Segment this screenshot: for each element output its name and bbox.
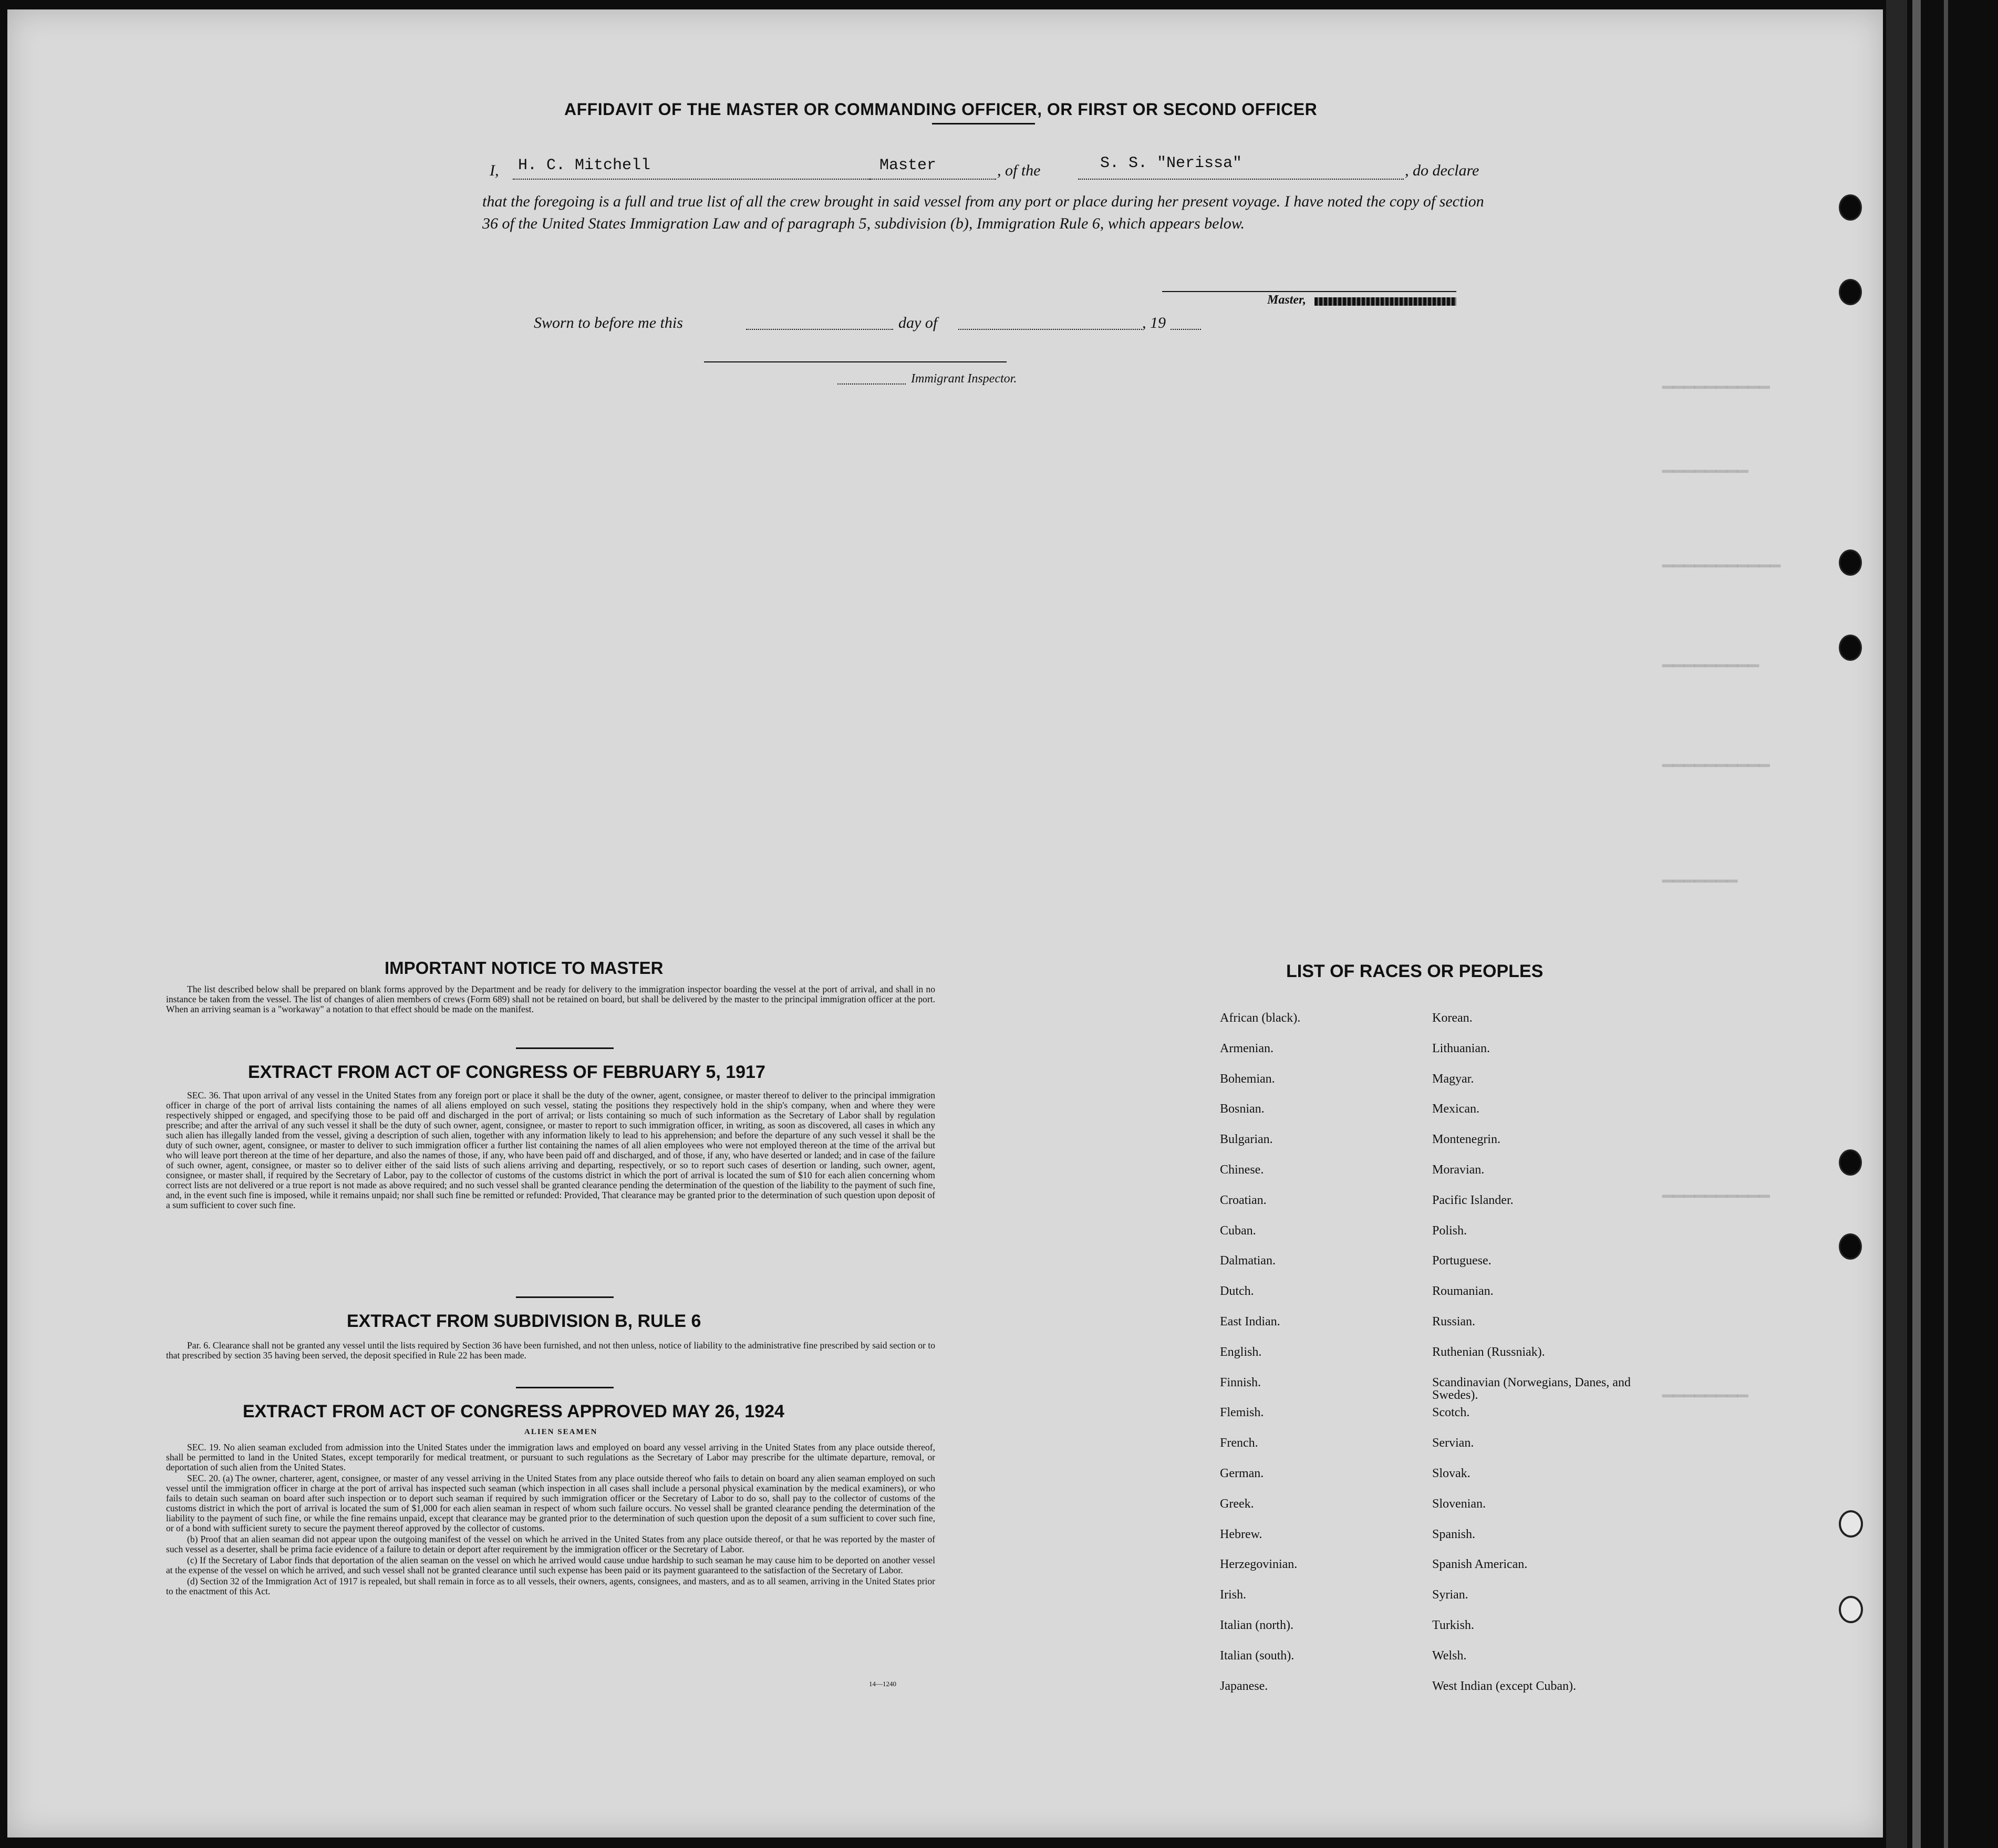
act-1924-sec-20d: (d) Section 32 of the Immigration Act of 1917 is repealed, but shall remain in force as to all vessels, their owners, agents, consignees, and masters, and as to all seamen, arriving in the United States prior to the enactment of this Act. bbox=[166, 1576, 935, 1596]
bleed-through-mark: ━━━━━━━━━━ bbox=[1662, 757, 1770, 777]
race-item: Cuban. bbox=[1220, 1223, 1256, 1238]
affidavit-i: I, bbox=[490, 162, 499, 179]
act-1924-sec-20c: (c) If the Secretary of Labor finds that deportation of the alien seaman on the vessel on which he arrived would cause undue hardship to such seaman he may cause him to be deported on another vessel at the expense of the vessel on which he arrived, and such vessel shall not be granted clearance until such expense has been paid or its payment guaranteed to the satisfaction of the Secretary of Labor. bbox=[166, 1555, 935, 1575]
race-item: Servian. bbox=[1432, 1436, 1474, 1450]
race-item: Irish. bbox=[1220, 1588, 1246, 1602]
act-1924-text bbox=[166, 1442, 935, 1597]
rule-6-text: Par. 6. Clearance shall not be granted any vessel until the lists required by Section 36 have been furnished, and not then unless, notice of liability to the administrative fine prescribed by said section or to that prescribed by section 35 having been served, the deposit specified in Rule 22 has been made. bbox=[166, 1340, 935, 1361]
right-edge-strip-3 bbox=[1944, 0, 1948, 1848]
sworn-month-line bbox=[958, 329, 1142, 330]
notice-title: IMPORTANT NOTICE TO MASTER bbox=[385, 958, 664, 978]
punch-hole bbox=[1839, 1596, 1863, 1623]
race-item: Bohemian. bbox=[1220, 1072, 1275, 1086]
races-right-column bbox=[1432, 1012, 1642, 1710]
rank-line bbox=[870, 179, 996, 180]
divider-rule bbox=[516, 1296, 614, 1298]
punch-hole bbox=[1839, 1233, 1862, 1260]
struck-out-officer-text bbox=[1314, 297, 1456, 306]
act-1924-sec-20a: SEC. 20. (a) The owner, charterer, agent, consignee, or master of any vessel arriving in the United States from any place outside thereof who fails to detain on board any alien seaman employed on such vessel until the immigration officer in charge at the port of arrival has inspected such seaman (which inspection in all cases shall include a personal physical examination by the medical examiners), or who fails to detain such seaman on board after such inspection or to deport such seaman if required by such immigration officer or the Secretary of Labor to do so, shall pay to the collector of customs of the customs district in which the port of arrival is located the sum of $1,000 for each alien seaman in respect of whom such failure occurs. No vessel shall be granted clearance pending the determination of the liability to the payment of such fine, or while the fine remains unpaid, except that clearance may be granted prior to the determination of such question upon the deposit of a sum sufficient to cover such fine, or of a bond with sufficient surety to secure the payment thereof approved by the collector of customs. bbox=[166, 1473, 935, 1533]
act-1917-title: EXTRACT FROM ACT OF CONGRESS OF FEBRUARY 5, 1917 bbox=[248, 1062, 765, 1082]
race-item: African (black). bbox=[1220, 1011, 1301, 1025]
notice-text: The list described below shall be prepared on blank forms approved by the Department and be ready for delivery to the immigration inspector boarding the vessel at the port of arrival, and shall in no instance be taken from the vessel. The list of changes of alien members of crews (Form 689) shall not be retained on board, but shall be delivered by the master to the principal immigration officer at the port. When an arriving seaman is a "workaway" a notation to that effect should be made on the manifest. bbox=[166, 984, 935, 1014]
race-item: Scandinavian (Norwegians, Danes, and Swedes). bbox=[1432, 1375, 1631, 1402]
affidavit-body: that the foregoing is a full and true list of all the crew brought in said vessel from any port or place during her present voyage. I have noted the copy of section 36 of the United States Immigration Law and of paragraph 5, subdivision (b), Immigration Rule 6, which appears below. bbox=[482, 193, 1484, 232]
bleed-through-mark: ━━━━━━━━━ bbox=[1662, 658, 1759, 678]
race-item: Spanish. bbox=[1432, 1527, 1476, 1541]
right-edge-strip bbox=[1886, 0, 1907, 1848]
race-item: Magyar. bbox=[1432, 1072, 1474, 1086]
race-item: Hebrew. bbox=[1220, 1527, 1262, 1541]
race-item: Polish. bbox=[1432, 1223, 1467, 1238]
act-1924-sec-19: SEC. 19. No alien seaman excluded from admission into the United States under the immigration laws and employed on board any vessel arriving in the United States from any place outside thereof, shall be permitted to land in the United States, except temporarily for medical treatment, or pursuant to such regulations as the Secretary of Labor may prescribe for the ultimate departure, removal, or deportation of such alien from the United States. bbox=[166, 1442, 935, 1472]
race-item: Armenian. bbox=[1220, 1041, 1274, 1055]
inspector-dotted-line bbox=[837, 383, 906, 385]
race-item: Dalmatian. bbox=[1220, 1254, 1276, 1268]
act-1924-sec-20b: (b) Proof that an alien seaman did not appear upon the outgoing manifest of the vessel on which he arrived in the United States from any place outside thereof, or that he was reported by the master of such vessel as a deserter, shall be prima facie evidence of a failure to detain or deport after requirement by the immigration officer or the Secretary of Labor. bbox=[166, 1534, 935, 1554]
act-1924-subtitle: ALIEN SEAMEN bbox=[524, 1428, 598, 1436]
race-item: Ruthenian (Russniak). bbox=[1432, 1345, 1545, 1359]
bleed-through-mark: ━━━━━━━━ bbox=[1662, 1388, 1748, 1408]
race-item: French. bbox=[1220, 1436, 1258, 1450]
bleed-through-mark: ━━━━━━━━ bbox=[1662, 463, 1748, 483]
race-item: Italian (north). bbox=[1220, 1618, 1293, 1632]
punch-hole bbox=[1839, 194, 1862, 221]
year-line bbox=[1171, 329, 1201, 330]
punch-hole bbox=[1839, 549, 1862, 576]
race-item: Moravian. bbox=[1432, 1162, 1485, 1177]
master-rank: Master bbox=[879, 157, 937, 174]
do-declare-label: , do declare bbox=[1405, 162, 1479, 179]
act-1924-title: EXTRACT FROM ACT OF CONGRESS APPROVED MAY 26, 1924 bbox=[243, 1401, 784, 1421]
sworn-label: Sworn to before me this bbox=[534, 314, 683, 331]
race-item: Bulgarian. bbox=[1220, 1133, 1273, 1147]
race-item: Finnish. bbox=[1220, 1375, 1261, 1389]
sworn-day-line bbox=[746, 329, 893, 330]
race-item: Herzegovinian. bbox=[1220, 1558, 1298, 1572]
race-item: Slovenian. bbox=[1432, 1497, 1486, 1511]
day-of-label: day of bbox=[898, 314, 938, 331]
divider-rule bbox=[516, 1387, 614, 1388]
inspector-signature-line bbox=[704, 361, 1007, 362]
signature-line bbox=[1162, 291, 1456, 292]
bleed-through-mark: ━━━━━━━━━━ bbox=[1662, 379, 1770, 399]
form-number: 14—1240 bbox=[869, 1680, 896, 1688]
race-item: Korean. bbox=[1432, 1011, 1473, 1025]
bleed-through-mark: ━━━━━━━━━━━ bbox=[1662, 558, 1781, 578]
race-item: Roumanian. bbox=[1432, 1284, 1494, 1299]
race-item: Japanese. bbox=[1220, 1679, 1268, 1693]
race-item: Syrian. bbox=[1432, 1588, 1468, 1602]
race-item: Mexican. bbox=[1432, 1102, 1479, 1116]
signature-label: Master, bbox=[1267, 293, 1307, 307]
race-item: Pacific Islander. bbox=[1432, 1193, 1514, 1207]
inspector-label: Immigrant Inspector. bbox=[911, 372, 1017, 386]
race-item: Montenegrin. bbox=[1432, 1133, 1500, 1147]
race-item: Croatian. bbox=[1220, 1193, 1267, 1207]
affidavit-title-rule bbox=[932, 123, 1035, 124]
race-item: German. bbox=[1220, 1466, 1264, 1480]
race-item: Italian (south). bbox=[1220, 1648, 1295, 1663]
punch-hole bbox=[1839, 1149, 1862, 1176]
document-page bbox=[7, 9, 1883, 1837]
master-name: H. C. Mitchell bbox=[518, 157, 651, 174]
race-item: Russian. bbox=[1432, 1314, 1476, 1328]
race-item: Portuguese. bbox=[1432, 1254, 1492, 1268]
race-item: Lithuanian. bbox=[1432, 1041, 1490, 1055]
punch-hole bbox=[1839, 635, 1862, 661]
race-item: Flemish. bbox=[1220, 1406, 1264, 1420]
races-left-column bbox=[1220, 1012, 1430, 1710]
race-item: Dutch. bbox=[1220, 1284, 1254, 1299]
race-item: Chinese. bbox=[1220, 1162, 1264, 1177]
of-the-label: , of the bbox=[997, 162, 1041, 179]
divider-rule bbox=[516, 1047, 614, 1049]
year-label: , 19 bbox=[1142, 314, 1166, 331]
race-item: Spanish American. bbox=[1432, 1558, 1528, 1572]
race-item: Greek. bbox=[1220, 1497, 1254, 1511]
rule-6-title: EXTRACT FROM SUBDIVISION B, RULE 6 bbox=[347, 1311, 701, 1331]
act-1917-text: SEC. 36. That upon arrival of any vessel in the United States from any foreign port or place it shall be the duty of the owner, agent, consignee, or master thereof to deliver to the principal immigration officer in charge of the port of arrival lists containing the names of all aliens employed on such vessel, stating the positions they respectively hold in the ship's company, when and where they were respectively shipped or engaged, and specifying those to be paid off and discharged in the port of arrival; or lists containing so much of such information as the Secretary of Labor shall by regulation prescribe; and after the arrival of any such vessel it shall be the duty of such owner, agent, consignee, or master to report to such immigration officer, in writing, as soon as discovered, all cases in which any such alien has illegally landed from the vessel, giving a description of such alien, together with any information likely to lead to his apprehension; and before the departure of any such vessel it shall be the duty of such owner, agent, consignee, or master to deliver to such immigration officer a further list containing the names of all alien employees who were not employed thereon at the time of the arrival but who will leave port thereon at the time of her departure, and also the names of those, if any, who have been paid off and discharged, and of those, if any, who have deserted or landed; and in case of the failure of such owner, agent, consignee, or master so to deliver either of the said lists of such aliens arriving and departing, respectively, or so to report such cases of desertion or landing, such owner, agent, consignee, or master shall, if required by the Secretary of Labor, pay to the collector of customs of the customs district in which the port of arrival is located the sum of $10 for each alien concerning whom correct lists are not delivered or a true report is not made as above required; and no such vessel shall be granted clearance pending the determination of the question of the liability to the payment of such fine, and, in the event such fine is imposed, while it remains unpaid; nor shall such fine be remitted or refunded: Provided, That clearance may be granted prior to the determination of such question upon deposit of a sum sufficient to cover such fine. bbox=[166, 1090, 935, 1210]
affidavit-title: AFFIDAVIT OF THE MASTER OR COMMANDING OFFICER, OR FIRST OR SECOND OFFICER bbox=[564, 100, 1318, 119]
vessel-name: S. S. "Nerissa" bbox=[1100, 154, 1243, 172]
race-item: English. bbox=[1220, 1345, 1262, 1359]
race-item: Bosnian. bbox=[1220, 1102, 1265, 1116]
race-item: Turkish. bbox=[1432, 1618, 1474, 1632]
race-item: Slovak. bbox=[1432, 1466, 1471, 1480]
bleed-through-mark: ━━━━━━━━━━ bbox=[1662, 1188, 1770, 1208]
vessel-line bbox=[1078, 179, 1404, 180]
punch-hole bbox=[1839, 279, 1862, 305]
punch-hole bbox=[1839, 1510, 1863, 1538]
right-edge-strip-2 bbox=[1912, 0, 1921, 1848]
races-title: LIST OF RACES OR PEOPLES bbox=[1286, 961, 1544, 981]
race-item: West Indian (except Cuban). bbox=[1432, 1679, 1576, 1693]
race-item: Welsh. bbox=[1432, 1648, 1467, 1663]
race-item: Scotch. bbox=[1432, 1406, 1470, 1420]
race-item: East Indian. bbox=[1220, 1314, 1280, 1328]
bleed-through-mark: ━━━━━━━ bbox=[1662, 873, 1738, 893]
name-line bbox=[513, 179, 870, 180]
